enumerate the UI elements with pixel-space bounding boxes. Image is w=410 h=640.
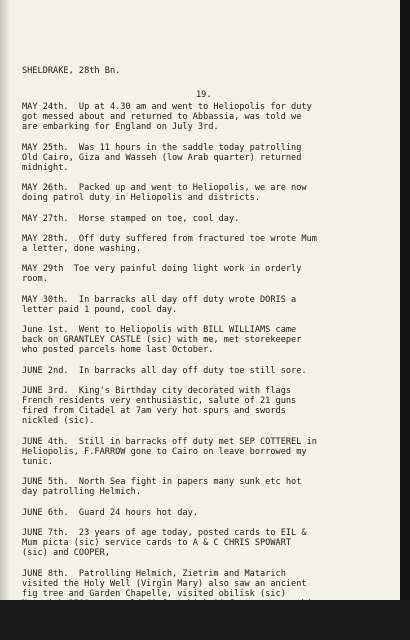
diary-entry-june-1 xyxy=(22,325,394,356)
entry-line: back on GRANTLEY CASTLE (sic) with me, met storekeeper xyxy=(22,335,302,346)
entry-line: visited the Holy Well (Virgin Mary) also saw an ancient xyxy=(22,578,307,589)
diary-entry-may-27 xyxy=(22,214,394,224)
entry-line: June 1st. Went to Heliopolis with BILL WILLIAMS came xyxy=(22,325,297,336)
entry-line: day patrolling Helmich. xyxy=(22,487,141,498)
entry-line: room. xyxy=(22,274,48,285)
scanner-edge xyxy=(400,0,410,600)
entry-line: midnight. xyxy=(22,163,69,174)
entry-line: JUNE 3rd. King's Birthday city decorated with flags xyxy=(22,385,292,396)
entry-line: tunic. xyxy=(22,457,54,468)
entry-line: JUNE 6th. Guard 24 hours hot day. xyxy=(22,507,198,518)
entry-line: French residents very enthusiastic, salute of 21 guns xyxy=(22,396,297,407)
entry-line: nickled (sic). xyxy=(22,416,95,427)
diary-entry-june-8 xyxy=(22,569,394,630)
diary-entry-june-2 xyxy=(22,366,394,376)
entry-line: fig tree and Garden Chapelle, visited obilisk (sic) xyxy=(22,588,286,599)
entry-line: MAY 25th. Was 11 hours in the saddle today patrolling xyxy=(22,142,302,153)
entry-line: JUNE 5th. North Sea fight in papers many sunk etc hot xyxy=(22,477,302,488)
diary-entry-may-30 xyxy=(22,295,394,315)
entry-line: are embarking for England on July 3rd. xyxy=(22,122,219,133)
diary-entry-june-3 xyxy=(22,386,394,427)
diary-entry-may-28 xyxy=(22,234,394,254)
entry-line: JUNE 4th. Still in barracks off duty met SEP COTTEREL in xyxy=(22,436,317,447)
entry-line: JUNE 7th. 23 years of age today, posted cards to EIL & xyxy=(22,527,307,538)
entry-line: Heliopolis, F.FARROW gone to Cairo on leave borrowed my xyxy=(22,446,307,457)
page-number: 19. xyxy=(196,90,212,100)
diary-entry-may-25 xyxy=(22,143,394,174)
diary-entry-may-24 xyxy=(22,102,394,133)
diary-entry-june-7 xyxy=(22,528,394,559)
entry-line: a letter, done washing. xyxy=(22,244,141,255)
entry-line: Matarich 2500 years old 60 feet high 16 feet square, this xyxy=(22,599,317,610)
diary-entries xyxy=(22,102,394,640)
diary-entry-june-6 xyxy=(22,508,394,518)
entry-line: JUNE 2nd. In barracks all day off duty toe still sore. xyxy=(22,365,307,376)
entry-line: MAY 24th. Up at 4.30 am and went to Heliopolis for duty xyxy=(22,102,312,112)
entry-line: (sic) and COOPER, xyxy=(22,548,110,559)
entry-line: doing patrol duty in Heliopolis and districts. xyxy=(22,193,260,204)
entry-line: is one solid piece of granite and it's marvellous how it xyxy=(22,609,312,620)
binder-shadow xyxy=(0,0,10,600)
diary-entry-june-4 xyxy=(22,437,394,468)
entry-line: fired from Citadel at 7am very hot spurs and swords xyxy=(22,406,286,417)
diary-entry-june-5 xyxy=(22,477,394,497)
entry-line: MAY 29th Toe very painful doing light work in orderly xyxy=(22,264,302,275)
entry-line: Old Cairo, Giza and Wasseh (low Arab quarter) returned xyxy=(22,152,302,163)
entry-line: letter paid 1 pound, cool day. xyxy=(22,304,178,315)
entry-line: MAY 27th. Horse stamped on toe, cool day. xyxy=(22,213,240,224)
diary-entry-may-29 xyxy=(22,264,394,284)
document-header: SHELDRAKE, 28th Bn. xyxy=(22,66,121,76)
entry-line: who posted parcels home last October. xyxy=(22,345,214,356)
entry-line: was tilted up into position. xyxy=(22,619,167,630)
entry-line: MAY 26th. Packed up and went to Heliopolis, we are now xyxy=(22,183,307,194)
entry-line: MAY 28th. Off duty suffered from fractured toe wrote Mum xyxy=(22,233,317,244)
diary-entry-may-26 xyxy=(22,183,394,203)
entry-line: JUNE 8th. Patrolling Helmich, Zietrim and Matarich xyxy=(22,568,286,579)
entry-line: MAY 30th. In barracks all day off duty wrote DORIS a xyxy=(22,294,297,305)
entry-line: got messed about and returned to Abbassia, was told we xyxy=(22,112,302,123)
entry-line: Mum picta (sic) service cards to A & C CHRIS SPOWART xyxy=(22,538,292,549)
